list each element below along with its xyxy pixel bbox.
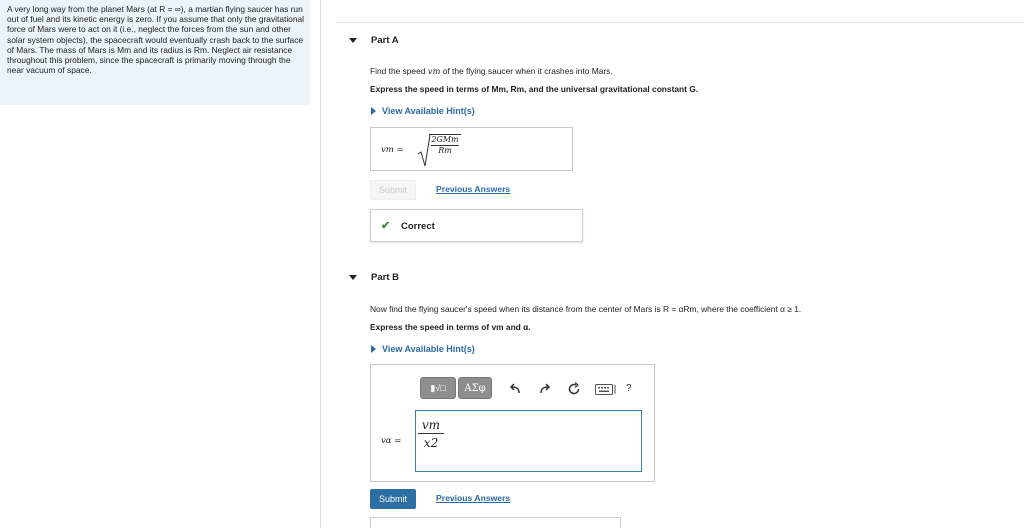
part-a-hint-link[interactable] xyxy=(371,106,475,116)
part-b-answer-numerator: vm xyxy=(421,418,441,432)
part-a-hint-label: View Available Hint(s) xyxy=(382,106,475,116)
top-rule xyxy=(336,22,1024,23)
part-b-hint-label: View Available Hint(s) xyxy=(382,344,475,354)
part-a-answer-lhs: vm = xyxy=(381,145,404,155)
templates-button[interactable]: ▮√□ xyxy=(420,377,456,399)
redo-icon[interactable] xyxy=(539,383,551,395)
part-b-previous-answers-link[interactable]: Previous Answers xyxy=(436,493,511,503)
greek-symbols-button[interactable]: ΑΣφ xyxy=(458,377,492,399)
part-a-submit-button[interactable]: Submit xyxy=(370,180,416,200)
part-a-feedback-box xyxy=(370,209,583,242)
part-a-answer-denominator: Rm xyxy=(438,146,452,155)
part-a-collapse-icon[interactable] xyxy=(349,38,357,43)
help-button[interactable]: ? xyxy=(626,383,632,394)
part-b-answer-denominator: x2 xyxy=(423,436,439,450)
part-a-feedback-text: Correct xyxy=(401,221,435,232)
part-a-question xyxy=(370,66,613,76)
problem-intro-panel xyxy=(0,0,310,105)
part-b-answer-lhs: vα = xyxy=(381,436,402,446)
panel-divider xyxy=(320,0,321,528)
part-b-express-text: Express the speed in terms of vm and α. xyxy=(370,322,531,332)
part-a-question-var: vm xyxy=(427,66,441,76)
checkmark-icon: ✔ xyxy=(381,220,391,232)
part-b-collapse-icon[interactable] xyxy=(349,275,357,280)
part-b-submit-button[interactable]: Submit xyxy=(370,489,416,509)
part-b-express xyxy=(370,322,531,332)
part-b-math-input[interactable] xyxy=(415,410,642,472)
part-b-answer-fraction xyxy=(418,417,444,452)
part-a-express xyxy=(370,84,698,94)
keyboard-icon[interactable] xyxy=(595,384,617,395)
part-a-answer-box xyxy=(370,127,573,171)
part-b-title: Part B xyxy=(371,272,399,283)
part-b-feedback-box xyxy=(370,517,621,528)
problem-intro-text: A very long way from the planet Mars (at R = ∞), a martian flying saucer has run out of fuel and its kinetic energy is zero. If you assume that only the gravitational force of Mars were to act on it (i.e., neglect the forces from the sun and other solar system objects), the spacecraft would eventually crash back to the surface of Mars. The mass of Mars is Mm and its radius is Rm. Neglect air resistance throughout this problem, since the spacecraft is primarily moving through the near vacuum of space. xyxy=(7,4,305,76)
part-a-question-post: of the flying saucer when it crashes into Mars. xyxy=(440,66,613,76)
part-b-hint-link[interactable] xyxy=(371,344,475,354)
part-b-answer-box xyxy=(370,364,655,482)
part-a-question-pre: Find the speed xyxy=(370,66,428,76)
expand-triangle-icon xyxy=(371,107,376,115)
undo-icon[interactable] xyxy=(509,383,521,395)
part-a-express-text: Express the speed in terms of Mm, Rm, and the universal gravitational constant G. xyxy=(370,84,699,94)
expand-triangle-icon xyxy=(371,345,376,353)
part-a-previous-answers-link[interactable]: Previous Answers xyxy=(436,184,511,194)
part-b-question: Now find the flying saucer's speed when its distance from the center of Mars is R = αRm, where the coefficient α ≥ 1. xyxy=(370,304,802,314)
part-a-title: Part A xyxy=(371,35,399,46)
reset-icon[interactable] xyxy=(567,382,581,396)
part-a-answer-numerator: 2GMm xyxy=(431,135,459,144)
part-a-answer-fraction xyxy=(429,134,461,156)
